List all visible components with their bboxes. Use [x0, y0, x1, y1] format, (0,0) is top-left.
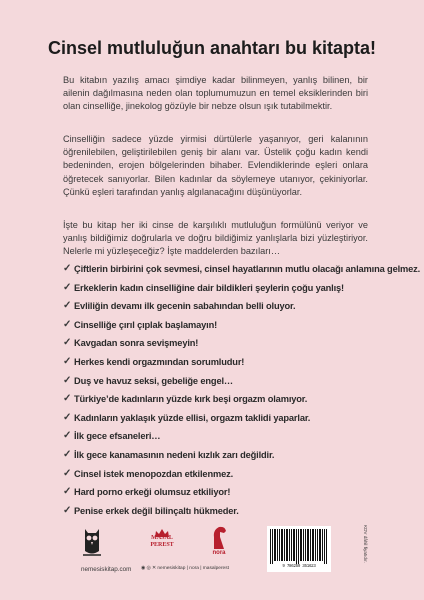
check-icon: ✓ [63, 486, 72, 498]
list-item [63, 356, 375, 375]
check-icon: ✓ [63, 263, 72, 274]
list-item-text: Erkeklerin kadın cinselliğine dair bildikleri şeylerin çoğu yanlış! [74, 282, 344, 293]
lead-in-paragraph: İşte bu kitap her iki cinse de karşılıklı mutluluğun formülünü veriyor ve yanlış bildiğimiz doğrularla ve doğru bildiğimiz yanlışlarla bizi yüzleştiriyor. Nelerle mi yüzleşeceğiz? İşte maddelerden bazıları… [63, 220, 368, 257]
check-icon: ✓ [63, 504, 72, 516]
list-item [63, 375, 375, 394]
masal-logo-line2: PEREST [150, 542, 174, 548]
list-item [63, 505, 375, 524]
check-icon: ✓ [63, 281, 72, 293]
list-item [63, 337, 375, 356]
list-item-text: İlk gece efsaneleri… [74, 431, 161, 442]
nora-logo-text: nora [212, 550, 226, 556]
owl-logo-icon [81, 525, 103, 557]
list-item-text: Hard porno erkeği olumsuz etkiliyor! [74, 487, 231, 498]
intro-paragraph: Bu kitabın yazılış amacı şimdiye kadar bilinmeyen, yanlış bilinen, bir ailenin dağılmasına neden olan toplumumuzun en temel eksiklerinden biri olan cinselliğe, jinekolog gözüyle bir nebze olsun ışık tutabilmektir. [63, 75, 368, 112]
list-item-text: İlk gece kanamasının nedeni kızlık zarı değildir. [74, 449, 275, 460]
list-item [63, 430, 375, 449]
kdv-note [362, 525, 368, 573]
kdv-note-text: KDV dâhil fiyatıdır. [363, 525, 368, 563]
list-item-text: Kavgadan sonra sevişmeyin! [74, 338, 199, 349]
publisher-footer [63, 525, 368, 595]
body-paragraph: Cinselliğin sadece yüzde yirmisi dürtülerle yaşanıyor, geri kalanının öğrenilebilen, geliştirilebilen geniş bir alanı var. Üstelik çoğu kadın kendi bedeninden, erojen bölgelerinden bihaber. Evlendiklerinde eşleri onlara öğretecek sanıyorlar. Bilen kadınlar da söylemeye utanıyor, çekiniyorlar. Çünkü eşleri tarafından yanlış algılanacağını düşünüyorlar. [63, 134, 368, 197]
list-item [63, 263, 421, 282]
website-link[interactable]: nemesiskitap.com [81, 566, 132, 573]
list-item-text: Cinselliğe çırıl çıplak başlamayın! [74, 319, 218, 330]
check-icon: ✓ [63, 355, 72, 367]
list-item-text: Evliliğin devamı ilk gecenin sabahından belli oluyor. [74, 301, 296, 312]
check-icon: ✓ [63, 411, 72, 423]
list-item [63, 449, 375, 468]
list-item [63, 300, 375, 319]
social-handles-text: nemesiskitap | nora | masalperest [157, 566, 229, 571]
isbn-barcode [267, 526, 331, 572]
list-item-text: Cinsel istek menopozdan etkilenmez. [74, 468, 234, 479]
check-icon: ✓ [63, 318, 72, 330]
list-item [63, 282, 375, 301]
horse-icon [208, 525, 230, 550]
list-item-text: Herkes kendi orgazmından sorumludur! [74, 356, 245, 367]
check-icon: ✓ [63, 448, 72, 460]
barcode-bars-icon [270, 529, 328, 564]
nora-logo [208, 525, 230, 561]
check-icon: ✓ [63, 430, 72, 442]
check-icon: ✓ [63, 467, 72, 479]
topics-list [63, 263, 421, 523]
check-icon: ✓ [63, 374, 72, 386]
check-icon: ✓ [63, 393, 72, 405]
list-item [63, 412, 375, 431]
list-item-text: Kadınların yaklaşık yüzde ellisi, orgazm taklidi yaparlar. [74, 412, 311, 423]
check-icon: ✓ [63, 337, 72, 349]
list-item-text: Penise erkek değil bilinçaltı hükmeder. [74, 505, 239, 516]
list-item-text: Duş ve havuz seksi, gebeliğe engel… [74, 375, 234, 386]
list-item [63, 468, 375, 487]
masal-perest-logo [145, 525, 179, 561]
social-icons: ◉ ◎ ✕ [141, 566, 158, 571]
list-item [63, 319, 375, 338]
list-item-text: Çiftlerin birbirini çok sevmesi, cinsel hayatlarının mutlu olacağı anlamına gelmez. [74, 264, 421, 274]
list-item [63, 393, 375, 412]
isbn-digits: 9 786259 351623 [282, 565, 316, 569]
headline: Cinsel mutluluğun anahtarı bu kitapta! [47, 38, 377, 58]
list-item-text: Türkiye’de kadınların yüzde kırk beşi orgazm olamıyor. [74, 394, 308, 405]
masal-logo-line1: MASAL [151, 535, 173, 541]
list-item [63, 486, 375, 505]
check-icon: ✓ [63, 300, 72, 312]
social-handles [141, 566, 229, 571]
